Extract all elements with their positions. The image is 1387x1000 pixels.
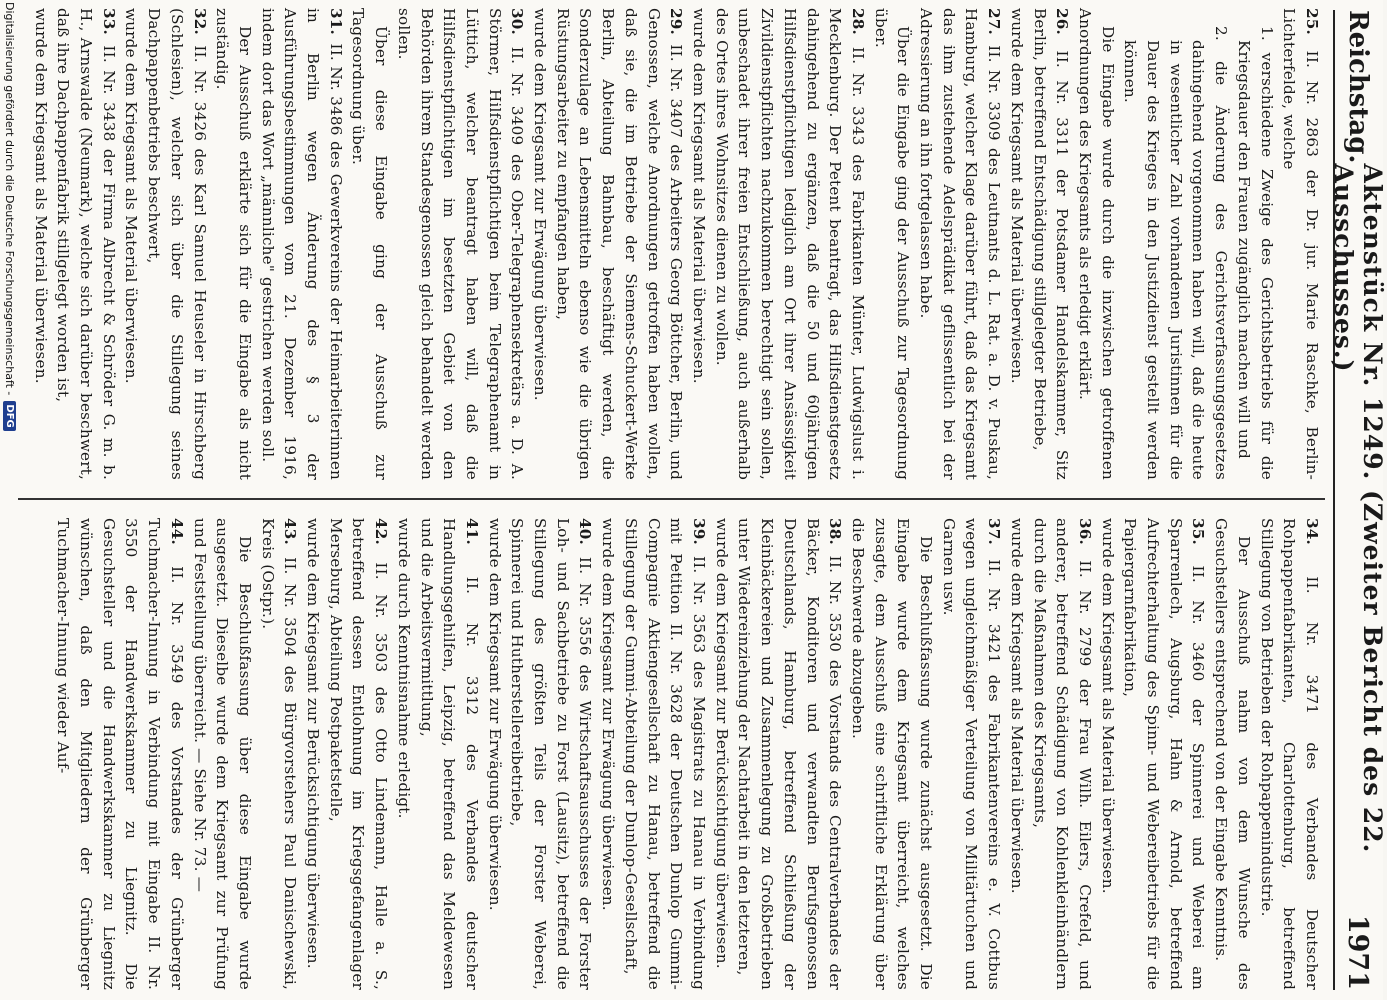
resolution-line: wurde dem Kriegsamt als Material überwiesen. <box>31 8 50 384</box>
petition-body: II. Nr. 3407 des Arbeiters Georg Böttcher, Berlin, und Genossen, welche Anordnungen getroffen haben wollen, daß sie, die im Betriebe der Siemens-Schuckert-Werke Berlin, Abteilung Bahnbau, beschäftigt werden, die Sonderzulage an Lebensmitteln ebenso wie die übrigen Rüstungsarbeiter zu empfangen haben, <box>553 8 686 480</box>
petition-number: 32. <box>190 8 209 36</box>
resolution-line: wurde durch Kenntnisnahme erledigt. <box>394 518 413 819</box>
petition-body: II. Nr. 3311 der Potsdamer Handelskammer, Sitz Berlin, betreffend Entschädigung stillgelegter Betriebe, <box>1030 8 1072 480</box>
decision-paragraph: Der Ausschuß nahm von dem Wunsche des Gesuchstellers entsprechend von der Eingabe Kenntnis. <box>1212 518 1253 990</box>
decision-paragraph: Über diese Eingabe ging der Ausschuß zur Tagesordnung über. <box>349 8 391 480</box>
petition-text <box>710 8 869 480</box>
petition-text <box>1119 518 1210 990</box>
resolution-line: wurde dem Kriegsamt zur Berücksichtigung überwiesen. <box>304 518 323 969</box>
petition-entry <box>710 518 846 990</box>
header-left: Reichstag. <box>1343 10 1373 164</box>
petition-body: II. Nr. 3563 des Magistrats zu Hanau in Verbindung mit Petition II. Nr. 3628 der Deutschen Dunlop Gummi-Compagnie Aktiengesellschaft zu Hanau, betreffend die Stillegung der Gummi-Abteilung der Dunlop-Gesellschaft, <box>621 518 709 990</box>
petition-number: 37. <box>985 518 1004 546</box>
petition-body: II. Nr. 3409 des Ober-Telegraphensekretärs a. D. A. Störmer, Hilfsdienstpflichtigen beim Telegraphenamt in Lüttich, welcher beantragt haben will, daß die Hilfsdienstpflichtigen im besetzten Gebiet von den Behörden ihrem Standesgenossen gleich behandelt werden sollen. <box>394 8 527 480</box>
petition-entry <box>687 8 869 480</box>
petition-entry <box>1209 518 1323 990</box>
petition-text <box>506 518 597 990</box>
petition-text <box>1278 8 1323 480</box>
petition-text <box>937 518 1005 990</box>
page-number: 1971 <box>1342 914 1374 990</box>
petition-body: II. Nr. 3343 des Fabrikanten Münter, Ludwigslust i. Mecklenburg. Der Petent beantragt, das Hilfsdienstgesetz dahingehend zu ergänzen, daß die 50 und 60jährigen Hilfsdienstpflichtigen lediglich am Ort ihrer Ansässigkeit Zivildienstpflichten nachzukommen berechtigt sein sollen, unbeschadet ihrer freien Entschließung, auch außerhalb des Ortes ihres Wohnsitzes dienen zu wollen. <box>712 8 867 480</box>
petition-subitem: 1. verschiedene Zweige des Gerichtsbetriebs für die Kriegsdauer den Frauen zugänglich machen will und <box>1234 26 1276 480</box>
resolution-line: wurde dem Kriegsamt als Material überwiesen. <box>690 8 709 384</box>
petition-body: II. Nr. 3530 des Vorstands des Centralverbandes der Bäcker, Konditoren und verwandten Berufsgenossen Deutschlands, Hamburg, betreffend Schließung der Kleinbäckereien und Zusammenlegung zu Großbetrieben unter Wiedereinziehung der Nachtarbeit in den letzteren, <box>735 518 845 991</box>
resolution-line: wurde dem Kriegsamt zur Erwägung überwiesen. <box>485 518 504 911</box>
dfg-logo: DFG <box>4 401 17 430</box>
petition-entry <box>1096 518 1210 990</box>
petition-number: 30. <box>508 8 527 36</box>
petition-text <box>142 8 210 480</box>
petition-text <box>52 518 188 990</box>
decision-paragraph: Die Eingabe wurde durch die inzwischen getroffenen Anordnungen des Kriegsamts als erledigt erklärt. <box>1075 8 1117 480</box>
petition-entry <box>1005 518 1096 990</box>
petition-entry <box>483 518 597 990</box>
petition-number: 27. <box>985 8 1004 36</box>
petition-entry <box>597 518 711 990</box>
petition-number: 41. <box>462 518 481 546</box>
resolution-line: wurde dem Kriegsamt als Material überwiesen. <box>122 8 141 384</box>
petition-entry <box>29 8 120 480</box>
resolution-line: wurde dem Kriegsamt zur Erwägung überwiesen. <box>531 8 550 401</box>
petition-number: 39. <box>690 518 709 546</box>
petition-number: 28. <box>848 8 867 36</box>
petition-body: II. Nr. 3486 des Gewerkvereins der Heimarbeiterinnen in Berlin wegen Änderung des § 3 der Ausführungsbestimmungen vom 21. Dezember 1916, indem dort das Wort „männliche" gestrichen werden soll. <box>258 8 345 481</box>
petition-number: 42. <box>372 518 391 546</box>
decision-paragraph: Der Ausschuß erklärte sich für die Eingabe als nicht zuständig. <box>213 8 254 480</box>
column-divider <box>18 498 1325 500</box>
petition-entry <box>120 8 211 480</box>
petition-number: 34. <box>1303 518 1321 546</box>
left-column <box>29 8 1323 480</box>
petition-entry <box>211 8 347 480</box>
resolution-line: wurde dem Kriegsamt zur Berücksichtigung überwiesen. <box>712 518 731 969</box>
petition-number: 29. <box>667 8 686 36</box>
petition-text <box>619 518 710 990</box>
petition-number: 40. <box>576 518 595 546</box>
footer-text: Digitalisierung gefördert durch die Deutsche Forschungsgemeinschaft - <box>3 2 17 396</box>
petition-body: II. Nr. 3312 des Verbandes deutscher Handlungsgehilfen, Leipzig, betreffend das Meldewesen und die Arbeitsvermittlung, <box>417 518 481 990</box>
resolution-line: wurde dem Kriegsamt zur Erwägung überwiesen. <box>599 518 618 911</box>
petition-number: 35. <box>1189 518 1208 546</box>
petition-number: 38. <box>826 518 845 546</box>
petition-entry <box>52 518 188 990</box>
petition-number: 33. <box>99 8 118 36</box>
petition-number: 25. <box>1303 8 1321 36</box>
petition-entry <box>301 518 392 990</box>
petition-body: II. Nr. 3460 der Spinnerei und Weberei am Sparrenlech, Augsburg, Hahn & Arnold, betreffend Aufrechterhaltung des Spinn- und Webereibetriebs für die Papiergarnfabrikation, <box>1121 518 1208 990</box>
petition-body: II. Nr. 3556 des Wirtschaftsausschusses der Forster Loh- und Sachbetriebe zu Forst (Lausitz), betreffend die Stillegung des größten Teils der Forster Weberei, Spinnerei und Hutherstellereibetriebe, <box>508 518 595 990</box>
petition-entry <box>1005 8 1073 480</box>
resolution-line: wurde dem Kriegsamt als Material überwiesen. <box>1098 518 1117 894</box>
petition-entry <box>392 518 483 990</box>
resolution-line: wurde dem Kriegsamt als Material überwiesen. <box>1007 8 1026 384</box>
footer <box>3 2 17 992</box>
right-column <box>52 518 1323 990</box>
petition-body: II. Nr. 3504 des Bürgvorstehers Paul Danischewski, Kreis (Ostpr.). <box>258 518 300 991</box>
page-header <box>1329 10 1387 990</box>
petition-body: II. Nr. 3426 des Karl Samuel Heuseler in Hirschberg (Schlesien), welcher sich über die Stillegung seines Dachpappenbetriebs beschwert, <box>145 8 209 480</box>
decision-paragraph: Die Beschlußfassung über diese Eingabe wurde ausgesetzt. Dieselbe wurde dem Kriegsamt zur Prüfung und Feststellung überreicht. — Siehe Nr. 73. — <box>190 518 254 990</box>
petition-text <box>52 8 120 480</box>
resolution-line: wurde dem Kriegsamt als Material überwiesen. <box>1007 518 1026 894</box>
petition-number: 43. <box>281 518 300 546</box>
petition-text <box>324 518 392 990</box>
petition-number: 44. <box>167 518 186 546</box>
petition-text <box>256 518 301 990</box>
petition-entry <box>188 518 302 990</box>
petition-entry <box>528 8 687 480</box>
petition-entry <box>1073 8 1323 480</box>
petition-text <box>1028 8 1073 480</box>
petition-body: II. Nr. 3421 des Fabrikantenvereins e. V. Cottbus wegen ungleichmäßiger Verteilung von Militärtuchen und Garnen usw. <box>939 518 1004 990</box>
header-title: Aktenstück Nr. 1249. (Zweiter Bericht des 22. Ausschusses.) <box>1329 163 1387 854</box>
petition-body: II. Nr. 2799 der Frau Wilh. Eilers, Crefeld, und anderer, betreffend Schädigung von Kohlenkleinhändlern durch die Maßnahmen des Kriegsamts, <box>1030 518 1094 990</box>
petition-entry <box>846 518 1005 990</box>
petition-text <box>392 8 528 480</box>
petition-text <box>914 8 1005 480</box>
petition-entry <box>869 8 1005 480</box>
decision-paragraph: Über die Eingabe ging der Ausschuß zur Tagesordnung über. <box>871 8 913 480</box>
petition-text <box>1028 518 1096 990</box>
petition-body: II. Nr. 3503 des Otto Lindemann, Halle a. S., betreffend dessen Entlohnung im Kriegsgefangenlager Merseburg, Abteilung Postpaketstelle, <box>326 518 391 991</box>
petition-body: II. Nr. 2863 der Dr. jur. Marie Raschke, Berlin-Lichterfelde, welche <box>1280 8 1321 480</box>
petition-text <box>415 518 483 990</box>
decision-paragraph: Die Beschlußfassung wurde zunächst ausgesetzt. Die Eingabe wurde dem Kriegsamt überreicht, welches zusagte, dem Ausschuß eine schriftliche Erklärung über die Beschwerde abzugeben. <box>848 518 936 990</box>
petition-body: II. Nr. 3438 der Firma Albrecht & Schröder G. m. b. H., Arnswalde (Neumark), welche sich darüber beschwert, daß ihre Dachpappenfabrik stillgelegt worden ist, <box>54 8 118 480</box>
petition-subitem: 2. die Änderung des Gerichtsverfassungsgesetzes dahingehend vorgenommen haben will, daß die heute in wesentlicher Zahl vorhandenen Juristinnen für die Dauer des Krieges in den Justizdienst gestellt werden können. <box>1121 26 1231 480</box>
petition-text <box>551 8 687 480</box>
petition-entry <box>347 8 529 480</box>
petition-text <box>256 8 347 480</box>
petition-body: II. Nr. 3471 des Verbandes Deutscher Rohpappenfabrikanten, Charlottenburg, betreffend Stillegung von Betrieben der Rohpappenindustrie. <box>1257 518 1321 990</box>
petition-body: II. Nr. 3309 des Leutnants d. L. Rat. a. D. v. Puskau, Hamburg, welcher Klage darüber führt, daß das Kriegsamt das ihm zustehende Adelsprädikat geflissentlich bei der Adressierung an ihn fortgelassen habe. <box>917 8 1004 480</box>
petition-number: 31. <box>326 8 345 36</box>
petition-text <box>733 518 847 990</box>
petition-body: II. Nr. 3549 des Vorstandes der Grünberger Tuchmacher-Innung in Verbindung mit Eingabe II. Nr. 3550 der Handwerkskammer zu Liegnitz. Die Gesuchsteller und die Handwerkskammer zu Liegnitz wünschen, daß den Mitgliedern der Grünberger Tuchmacher-Innung wieder Auf- <box>54 518 186 990</box>
petition-number: 26. <box>1053 8 1072 36</box>
petition-text <box>1255 518 1323 990</box>
petition-number: 36. <box>1075 518 1094 546</box>
